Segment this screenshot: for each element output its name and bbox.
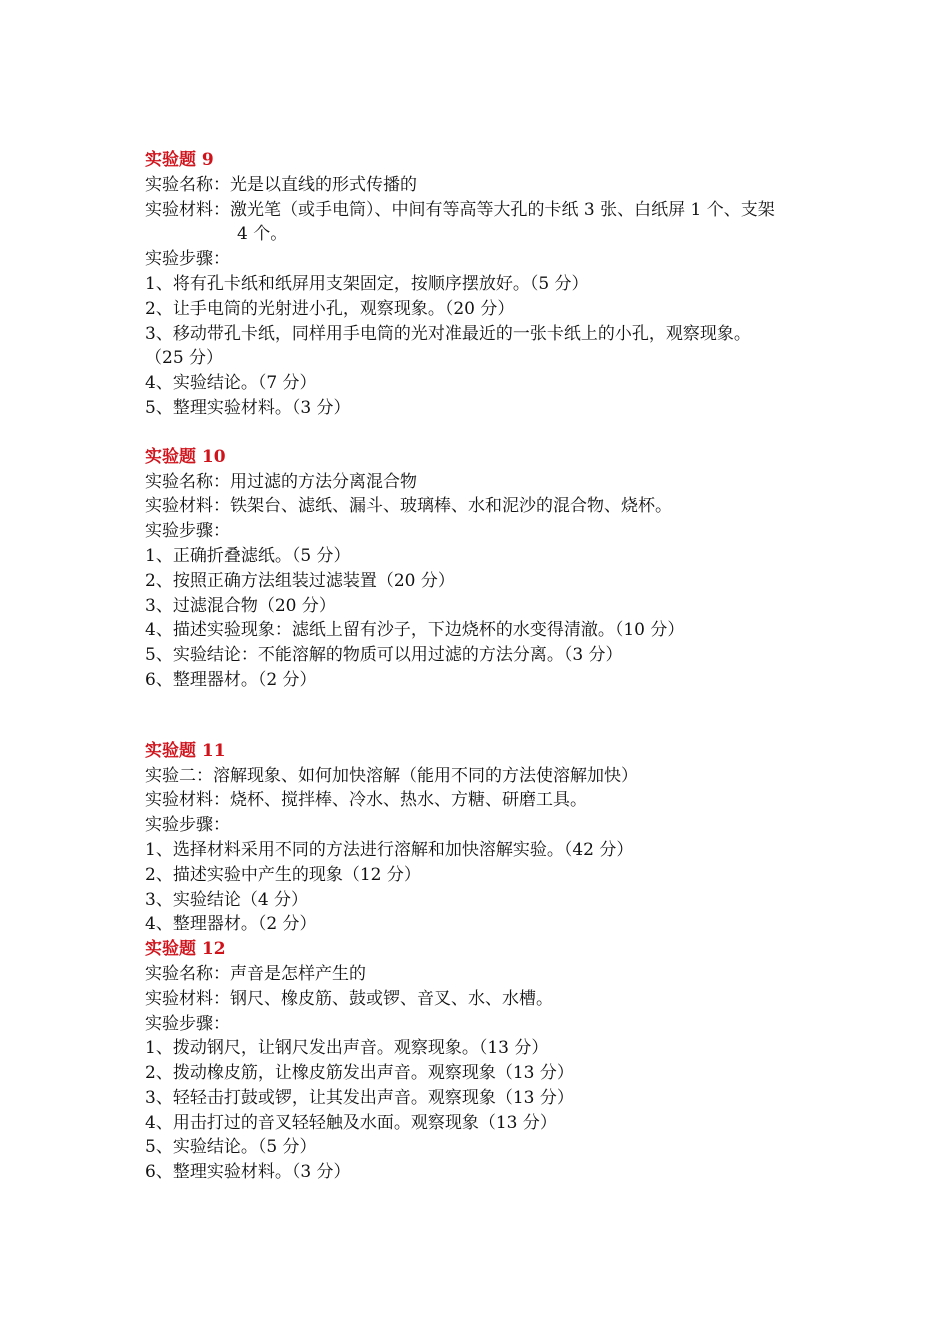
step-item: 1、正确折叠滤纸。（5 分） [145,545,351,566]
section-spacer [145,421,825,445]
step-item: 2、描述实验中产生的现象（12 分） [145,864,421,885]
step-item: 4、用击打过的音叉轻轻触及水面。观察现象（13 分） [145,1112,557,1133]
step-item: 5、实验结论。（5 分） [145,1137,317,1158]
step-item-continued: （25 分） [145,348,224,369]
step-item: 5、整理实验材料。（3 分） [145,397,351,418]
step-item: 3、过滤混合物（20 分） [145,595,336,616]
experiment-name: 实验名称：声音是怎样产生的 [145,963,366,984]
experiment-title: 实验题 9 [145,150,214,170]
step-item: 1、将有孔卡纸和纸屏用支架固定，按顺序摆放好。（5 分） [145,273,589,294]
experiment-materials-continued: 4 个。 [237,224,288,245]
experiment-materials: 实验材料：钢尺、橡皮筋、鼓或锣、音叉、水、水槽。 [145,988,553,1009]
step-item: 3、移动带孔卡纸，同样用手电筒的光对准最近的一张卡纸上的小孔，观察现象。 [145,323,751,344]
step-item: 1、拨动钢尺，让钢尺发出声音。观察现象。（13 分） [145,1038,549,1059]
experiment-section [145,937,825,1185]
step-item: 1、选择材料采用不同的方法进行溶解和加快溶解实验。（42 分） [145,839,634,860]
experiment-section [145,148,825,421]
steps-label: 实验步骤： [145,1013,230,1034]
step-item: 4、描述实验现象：滤纸上留有沙子，下边烧杯的水变得清澈。（10 分） [145,620,685,641]
section-spacer [145,693,825,739]
steps-label: 实验步骤： [145,521,230,542]
step-item: 2、让手电筒的光射进小孔，观察现象。（20 分） [145,298,515,319]
document-body [145,148,825,1185]
experiment-section [145,739,825,937]
experiment-title: 实验题 10 [145,446,226,467]
step-item: 6、整理器材。（2 分） [145,669,317,690]
experiment-materials: 实验材料：烧杯、搅拌棒、冷水、热水、方糖、研磨工具。 [145,790,587,811]
experiment-materials: 实验材料：激光笔（或手电筒）、中间有等高等大孔的卡纸 3 张、白纸屏 1 个、支架 [145,199,775,220]
experiment-title: 实验题 11 [145,740,226,761]
experiment-section [145,445,825,693]
step-item: 4、整理器材。（2 分） [145,914,317,935]
experiment-title: 实验题 12 [145,939,226,960]
experiment-name: 实验名称：光是以直线的形式传播的 [145,174,417,195]
experiment-materials: 实验材料：铁架台、滤纸、漏斗、玻璃棒、水和泥沙的混合物、烧杯。 [145,496,672,517]
steps-label: 实验步骤： [145,249,230,270]
steps-label: 实验步骤： [145,815,230,836]
experiment-name: 实验名称：用过滤的方法分离混合物 [145,471,417,492]
step-item: 3、轻轻击打鼓或锣，让其发出声音。观察现象（13 分） [145,1087,574,1108]
experiment-name: 实验二：溶解现象、如何加快溶解（能用不同的方法使溶解加快） [145,765,638,786]
step-item: 4、实验结论。（7 分） [145,373,317,394]
step-item: 5、实验结论：不能溶解的物质可以用过滤的方法分离。（3 分） [145,645,623,666]
step-item: 3、实验结论（4 分） [145,889,309,910]
step-item: 2、按照正确方法组装过滤装置（20 分） [145,570,455,591]
step-item: 2、拨动橡皮筋，让橡皮筋发出声音。观察现象（13 分） [145,1063,574,1084]
step-item: 6、整理实验材料。（3 分） [145,1162,351,1183]
